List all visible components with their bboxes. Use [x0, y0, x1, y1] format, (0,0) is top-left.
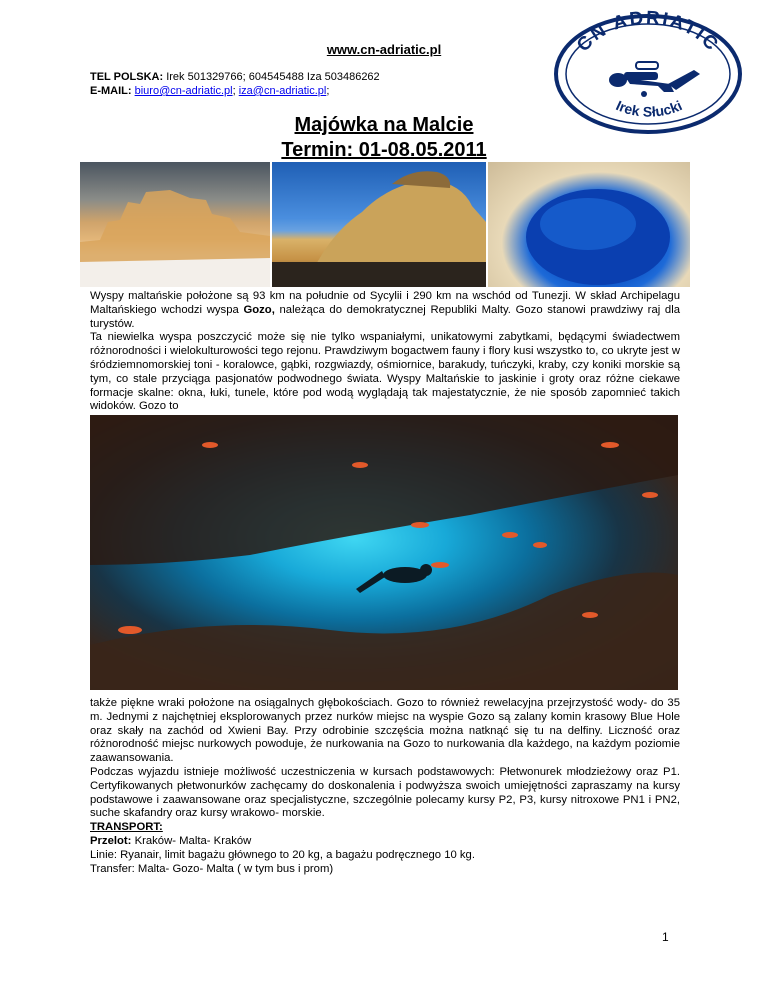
email-label: E-MAIL:: [90, 85, 132, 97]
phone-numbers: Irek 501329766; 604545488 Iza 503486262: [166, 71, 380, 83]
page-number: 1: [662, 930, 669, 944]
page-title: [0, 113, 768, 163]
transport-heading: TRANSPORT:: [90, 821, 163, 834]
phone-label: TEL POLSKA:: [90, 71, 164, 83]
intro-text-cont: należąca do demokratycznej Republiki Malty. Gozo stanowi prawdziwy raj dla turystów.: [90, 303, 680, 330]
logo-top-text: CN ADRIATIC: [572, 10, 724, 56]
intro-text: Wyspy maltańskie położone są 93 km na południe od Sycylii i 290 km na wschód od Tunezji. W skład Archipelagu Maltańskiego wchodzi wyspa: [90, 290, 680, 316]
flight-route: Kraków- Malta- Kraków: [131, 834, 252, 847]
intro-paragraph: [90, 290, 680, 414]
transfer-info: Transfer: Malta- Gozo- Malta ( w tym bus i prom): [90, 862, 334, 875]
photo-citadel: [80, 162, 270, 287]
logo-bottom-text: Irek Słucki: [613, 97, 685, 120]
contact-block: [90, 70, 380, 98]
title-line-1: Majówka na Malcie: [294, 114, 474, 136]
diving-paragraph: [90, 697, 680, 876]
photo-strip: [80, 162, 690, 287]
photo-underwater-cave: [90, 415, 678, 690]
email-line: [90, 84, 380, 98]
island-description: Ta niewielka wyspa poszczycić może się nie tylko wspaniałymi, unikatowymi zabytkami, będącymi świadectwem różnorodności i wielokulturowości tego rejonu. Prawdziwym bogactwem fauny i flory kusi wszystko to, co ukryte jest w śródziemnomorskiej toni - koralowce, gąbki, rozgwiazdy, ośmiornice, barakudy, tuńczyki, kraby, czy koniki morskie są tym, co stale przyciąga pasjonatów podwodnego świata. Wyspy Maltańskie to jaskinie i groty oraz różne ciekawe formacje skalne: okna, łuki, tunele, które pod wodą wyglądają tak majestatycznie, że nie sposób zapomnieć takich widoków. Gozo to: [90, 331, 680, 413]
phone-line: [90, 70, 380, 84]
email-separator: ;: [232, 85, 236, 97]
email-link-biuro[interactable]: biuro@cn-adriatic.pl: [134, 85, 233, 97]
diver-silhouette: [356, 564, 432, 593]
email-separator: ;: [326, 85, 330, 97]
photo-blue-hole: [488, 162, 690, 287]
email-link-iza[interactable]: iza@cn-adriatic.pl: [238, 85, 327, 97]
flight-label: Przelot:: [90, 834, 132, 847]
wrecks-text: także piękne wraki położone na osiągalnych głębokościach. Gozo to również rewelacyjna przejrzystość wody- do 35 m. Jednymi z najchętniej eksplorowanych przez nurków miejsc na wyspie Gozo są zalany komin krasowy Blue Hole oraz skały na zachód od Xwieni Bay. Przy odrobinie szczęścia można natknąć się tu na delfiny. Liczność oraz różnorodność miejsc nurkowych powoduje, że nurkowania na Gozo to nurkowania dla każdego, na każdym poziomie zaawansowania.: [90, 697, 680, 765]
photo-coast-cliff: [272, 162, 486, 287]
gozo-bold: Gozo,: [243, 303, 275, 316]
airline-info: Linie: Ryanair, limit bagażu głównego to 20 kg, a bagażu podręcznego 10 kg.: [90, 848, 475, 861]
title-line-2: Termin: 01-08.05.2011: [281, 139, 487, 161]
site-url[interactable]: www.cn-adriatic.pl: [326, 42, 442, 57]
courses-text: Podczas wyjazdu istnieje możliwość uczestniczenia w kursach podstawowych: Płetwonurek młodzieżowy oraz P1. Certyfikowanych płetwonurków zachęcamy do doskonalenia i podwyższa swoich umiejętności zapraszamy na kursy podstawowe i zaawansowane oraz specjalistyczne, szczególnie polecamy kursy P2, P3, kursy nitroxowe PN1 i PN2, suche skafandry oraz kursy wrakowo- morskie.: [90, 765, 680, 820]
